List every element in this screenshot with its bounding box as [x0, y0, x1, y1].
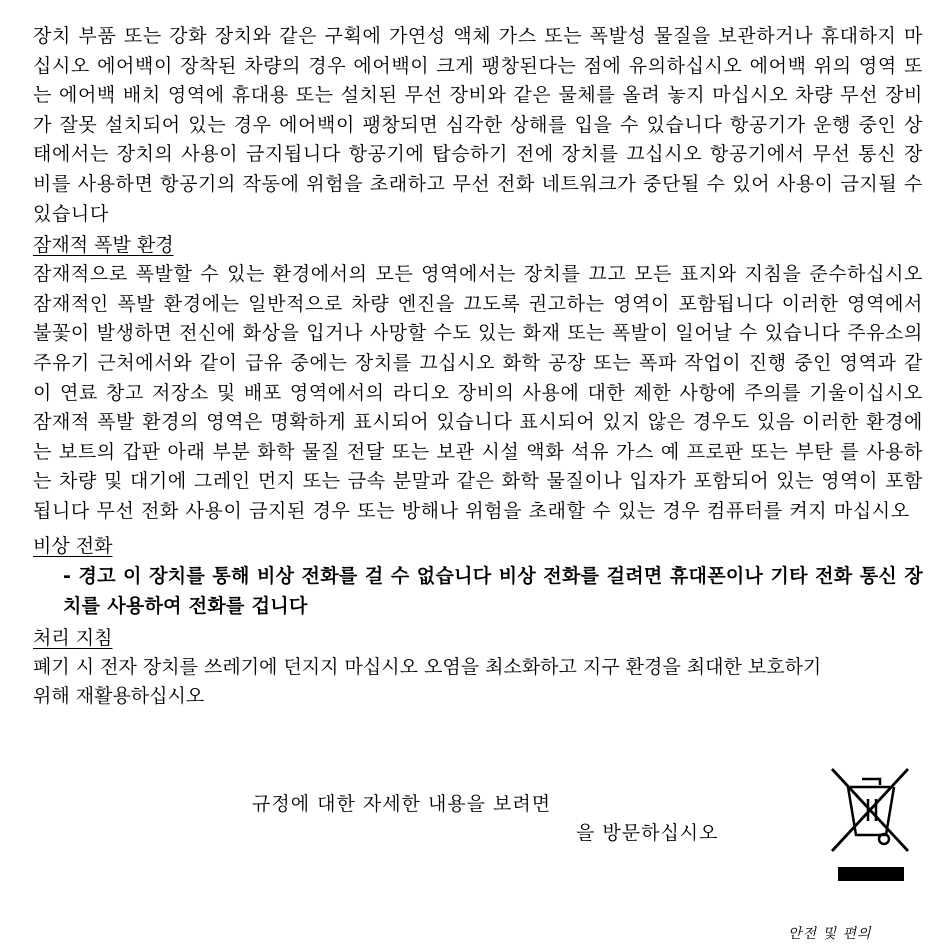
explosive-body: 잠재적으로 폭발할 수 있는 환경에서의 모든 영역에서는 장치를 끄고 모든 표지와 지침을 준수하십시오 잠재적인 폭발 환경에는 일반적으로 차량 엔진을 끄도록 권고하는 영역이 포함됩니다 이러한 영역에서 불꽃이 발생하면 전신에 화상을 입거나 사망할 수도 있는 화재 또는 폭발이 일어날 수 있습니다 주유소의 주유기 근처에서와 같이 급유 중에는 장치를 끄십시오 화학 공장 또는 폭파 작업이 진행 중인 영역과 같이 연료 창고 저장소 및 배포 영역에서의 라디오 장비의 사용에 대한 제한 사항에 주의를 기울이십시오 잠재적 폭발 환경의 영역은 명확하게 표시되어 있습니다 표시되어 있지 않은 경우도 있음 이러한 환경에는 보트의 갑판 아래 부분 화학 물질 전달 또는 보관 시설 액화 석유 가스 예 프로판 또는 부탄 를 사용하는 차량 및 대기에 그레인 먼지 또는 금속 분말과 같은 화학 물질이나 입자가 포함되어 있는 영역이 포함됩니다 무선 전화 사용이 금지된 경우 또는 방해나 위험을 초래할 수 있는 경우 컴퓨터를 켜지 마십시오: [33, 263, 923, 522]
regulation-line-2: 을 방문하십시오: [576, 822, 719, 844]
regulation-line-1: 규정에 대한 자세한 내용을 보려면: [252, 793, 552, 815]
crossed-out-wheelie-bin-icon: [828, 765, 912, 883]
disposal-body: 폐기 시 전자 장치를 쓰레기에 던지지 마십시오 오염을 최소화하고 지구 환경을 최대한 보호하기 위해 재활용하십시오: [33, 655, 822, 707]
explosive-heading: 잠재적 폭발 환경: [33, 234, 174, 257]
disposal-heading: 처리 지침: [33, 626, 113, 649]
emergency-heading: 비상 전화: [33, 534, 113, 557]
emergency-warning: - 경고 이 장치를 통해 비상 전화를 걸 수 없습니다 비상 전화를 걸려면 휴대폰이나 기타 전화 통신 장치를 사용하여 전화를 겁니다: [63, 564, 923, 617]
footer-section-label: 안전 및 편의: [788, 926, 872, 942]
document-page: [33, 22, 923, 711]
intro-paragraph: 장치 부품 또는 강화 장치와 같은 구획에 가연성 액체 가스 또는 폭발성 물질을 보관하거나 휴대하지 마십시오 에어백이 장착된 차량의 경우 에어백이 크게 팽창된다는 점에 유의하십시오 에어백 위의 영역 또는 에어백 배치 영역에 휴대용 또는 설치된 무선 장비와 같은 물체를 올려 놓지 마십시오 차량 무선 장비가 잘못 설치되어 있는 경우 에어백이 팽창되면 심각한 상해를 입을 수 있습니다 항공기가 운행 중인 상태에서는 장치의 사용이 금지됩니다 항공기에 탑승하기 전에 장치를 끄십시오 항공기에서 무선 통신 장비를 사용하면 항공기의 작동에 위험을 초래하고 무선 전화 네트워크가 중단될 수 있어 사용이 금지될 수 있습니다: [33, 25, 923, 225]
